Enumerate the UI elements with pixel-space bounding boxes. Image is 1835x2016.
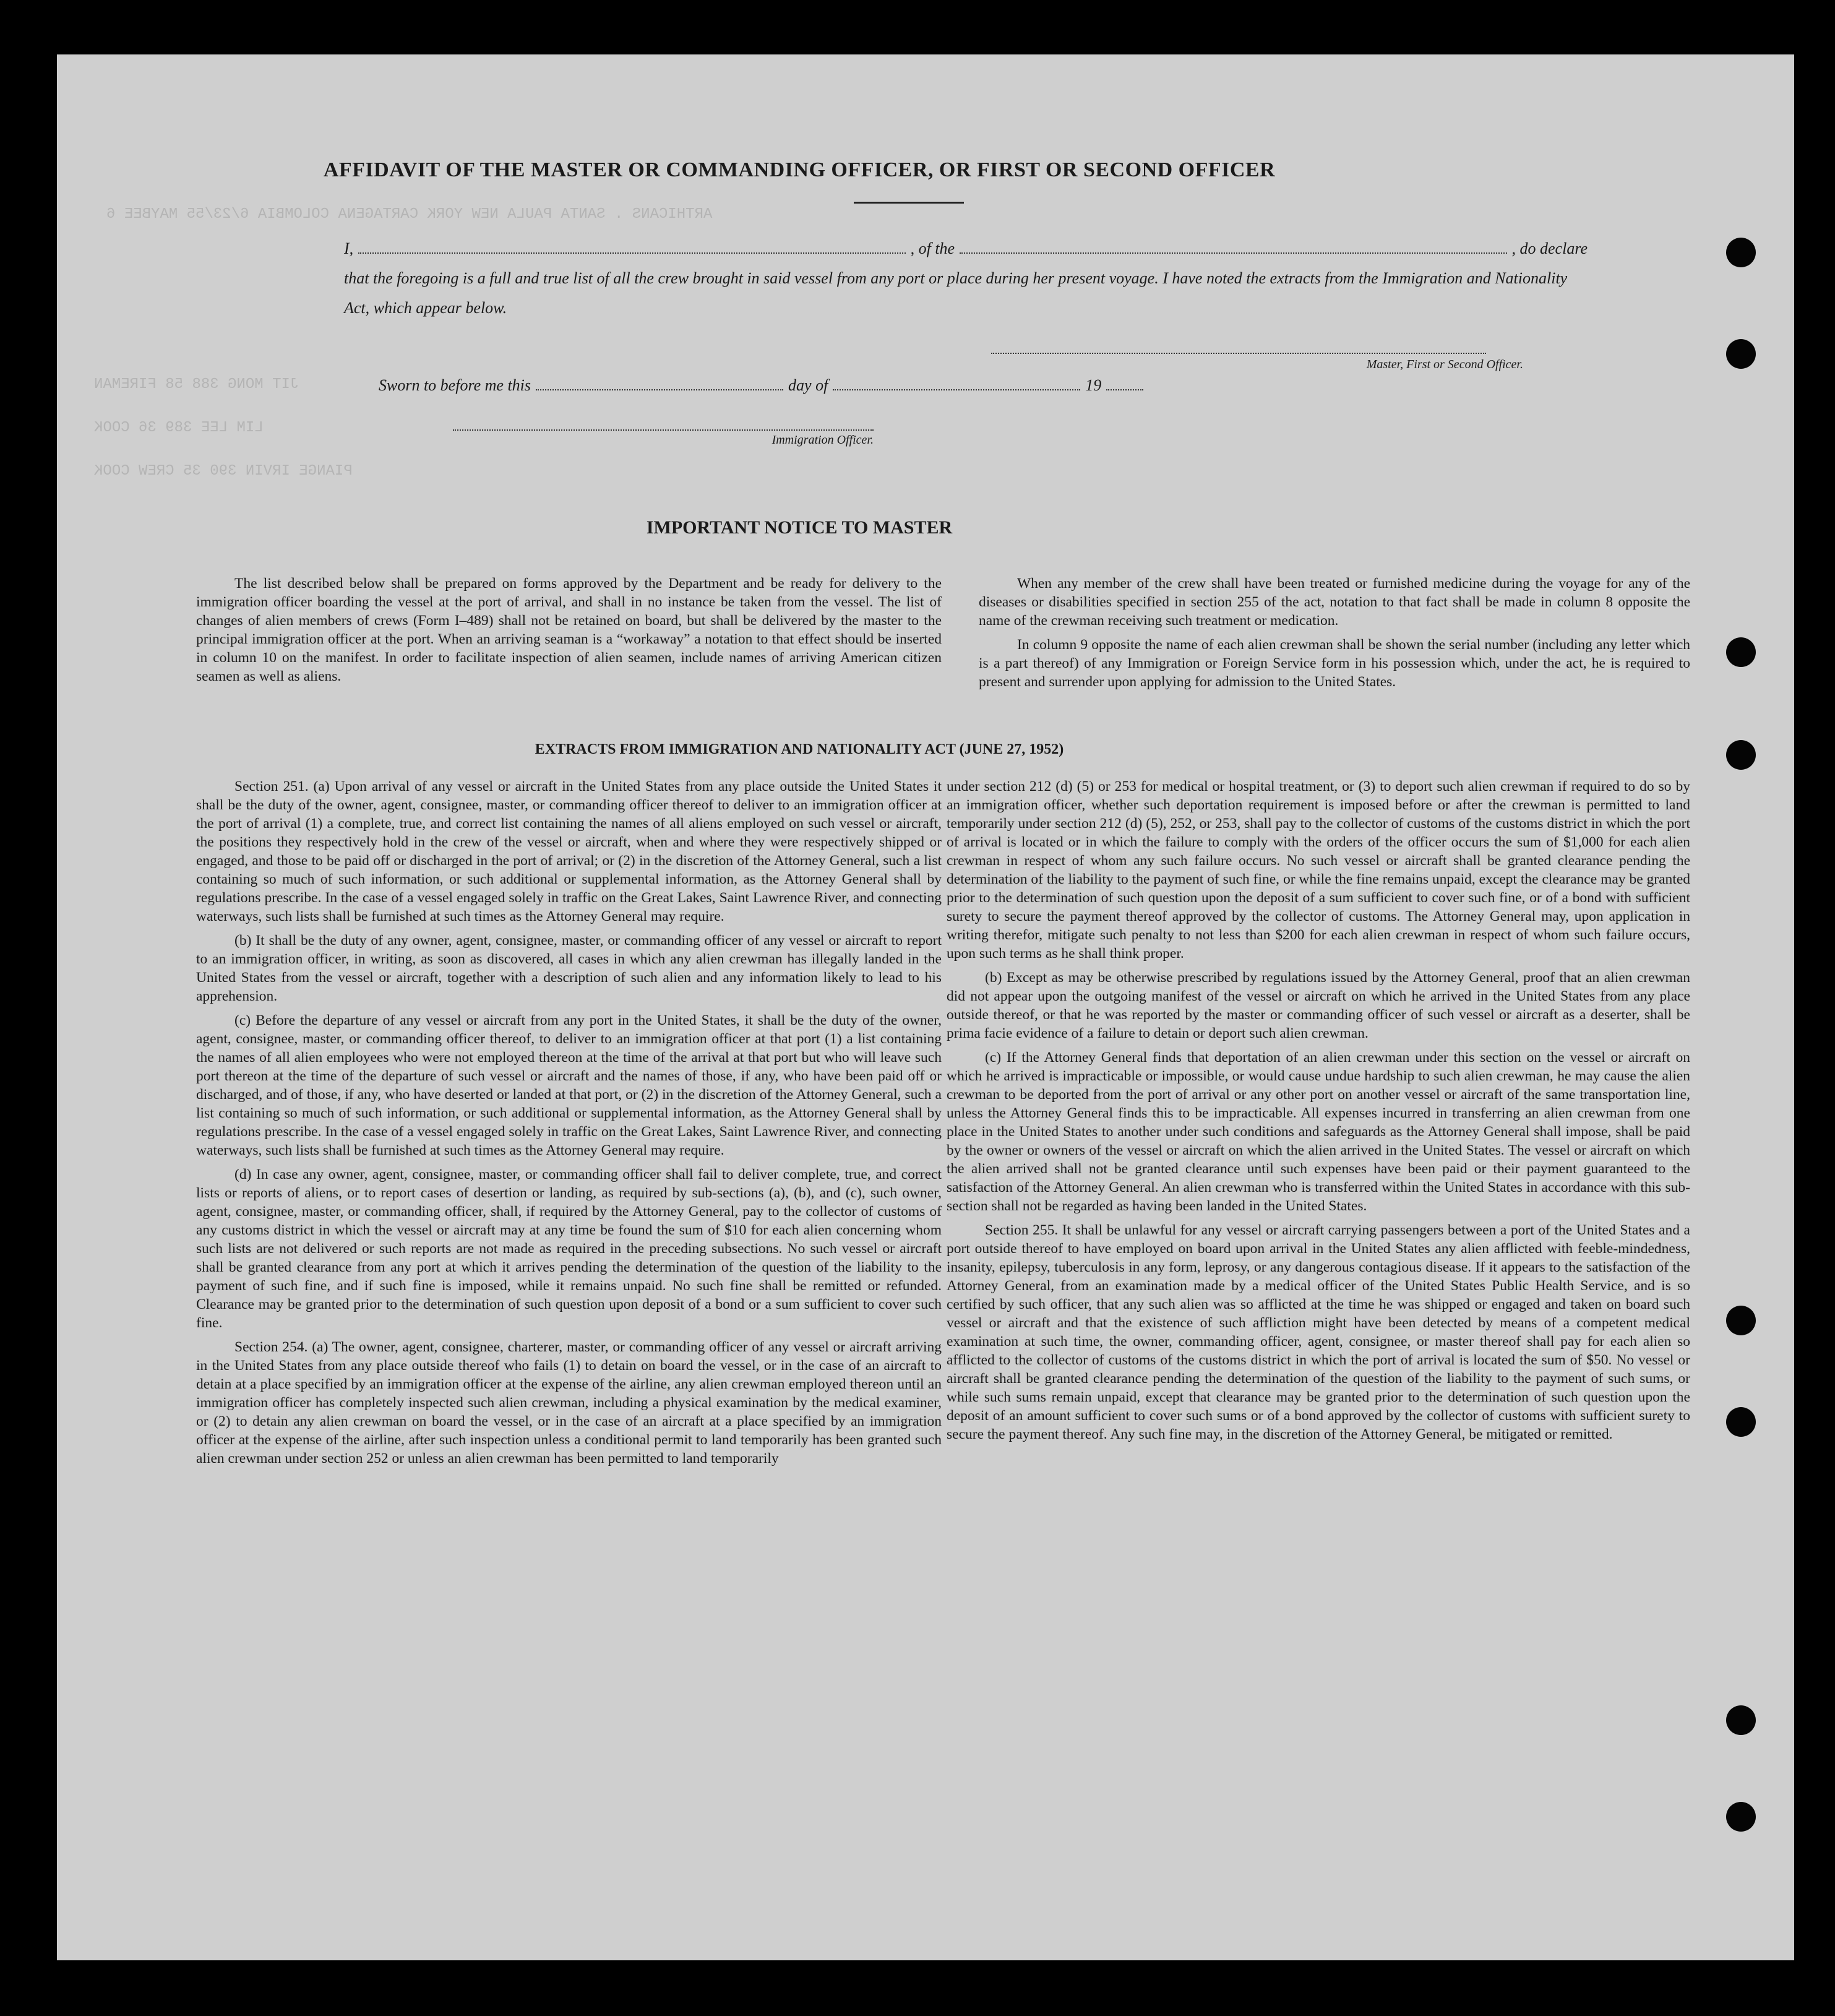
section-paragraph: Section 254. (a) The owner, agent, consignee, charterer, master, or commanding officer of any vessel or aircraft arriving in the United States from any place outside thereof who fails (1) to detain on board the vessel, or in the case of an aircraft to detain at a place specified by an immigration officer at the expense of the airline, any alien crewman employed thereon until an immigration officer has completely inspected such alien crewman, including a physical examination by the medical examiner, or (2) to detain any alien crewman on board the vessel, or in the case of an aircraft at a place specified by an immigration officer at the expense of the airline, after such inspection unless a conditional permit to land temporarily has been granted such alien crewman under section 252 or unless an alien crewman has been permitted to land temporarily: [196, 1339, 942, 1467]
title-rule: [854, 202, 964, 204]
sworn-label: Sworn to before me this: [379, 376, 531, 394]
notice-right-column: [979, 574, 1690, 697]
vessel-field[interactable]: [960, 240, 1506, 254]
affidavit-title: AFFIDAVIT OF THE MASTER OR COMMANDING OFFICER, OR FIRST OR SECOND OFFICER: [323, 158, 1276, 181]
i-label: I,: [344, 239, 354, 257]
punch-hole: [1726, 1407, 1756, 1437]
section-paragraph: Section 251. (a) Upon arrival of any vessel or aircraft in the United States from any place outside the United States it shall be the duty of the owner, agent, consignee, master, or commanding officer thereof to deliver to an immigration officer at the port of arrival (1) a complete, true, and correct list containing the names of all aliens employed on such vessel or aircraft, the positions they respectively hold in the crew of the vessel or aircraft, when and where they were respectively shipped or engaged, and those to be paid off or discharged in the port of arrival; or (2) in the discretion of the Attorney General, such a list containing so much of such information, or such additional or supplemental information, as the Attorney General shall by regulations prescribe. In the case of a vessel engaged solely in traffic on the Great Lakes, Saint Lawrence River, and connecting waterways, such lists shall be furnished at such times as the Attorney General may require.: [196, 778, 942, 924]
punch-hole: [1726, 238, 1756, 267]
name-field[interactable]: [358, 240, 905, 254]
section-paragraph: (c) Before the departure of any vessel or aircraft from any port in the United States, it shall be the duty of the owner, agent, consignee, master, or commanding officer thereof, to deliver to an immigration officer at that port (1) a list containing the names of all alien employees who were not employed thereon at the time of the arrival at that port but who will leave such port thereon at the time of the departure of such vessel or aircraft and the names of those, if any, who have been paid off or discharged, and of those, if any, who have deserted or landed at that port, or (2) in the discretion of the Attorney General, such a list containing so much of such information, or such additional or supplemental information, as the Attorney General shall by regulations prescribe. In the case of a vessel engaged solely in traffic on the Great Lakes, Saint Lawrence River, and connecting waterways, such lists shall be furnished at such times as the Attorney General may require.: [196, 1012, 942, 1158]
year-field[interactable]: [1106, 377, 1143, 390]
do-declare-label: , do declare: [1511, 239, 1588, 257]
day-of-label: day of: [788, 376, 828, 394]
of-the-label: , of the: [910, 239, 955, 257]
section-paragraph: (b) Except as may be otherwise prescribed by regulations issued by the Attorney General, proof that an alien crewman did not appear upon the outgoing manifest of the vessel or aircraft on which he arrived in the United States from any place outside thereof, or that he was reported by the master or commanding officer of such vessel or aircraft as a deserter, shall be prima facie evidence of a failure to detain or deport such alien crewman.: [947, 970, 1690, 1041]
notice-right-paragraph: In column 9 opposite the name of each alien crewman shall be shown the serial number (including any letter which is a part thereof) of any Immigration or Foreign Service form in his possession which, under the act, he is required to present and surrender upon applying for admission to the United States.: [979, 637, 1690, 690]
bleed-through-text: PIANGE IRVIN 390 35 CREW COOK: [94, 463, 353, 480]
section-paragraph: under section 212 (d) (5) or 253 for medical or hospital treatment, or (3) to deport such alien crewman if required to do so by an immigration officer, whether such deportation requirement is imposed before or after the crewman is permitted to land temporarily under section 212 (d) (5), 252, or 253, shall pay to the collector of customs of the customs district in which the port of arrival is located or in which the failure to comply with the orders of the officer occurs the sum of $1,000 for each alien crewman in respect of whom any such failure occurs. No such vessel or aircraft shall be granted clearance pending the determination of the liability to the payment of such fine, or while the fine remains unpaid, except the clearance may be granted prior to the determination of such question upon the deposit of a sum sufficient to cover such fine, or of a bond with sufficient surety to secure the payment thereof approved by the collector of customs. The Attorney General may, upon application in writing therefor, mitigate such penalty to not less than $200 for each alien crewman in respect of whom such failure occurs, upon such terms as he shall think proper.: [947, 778, 1690, 962]
section-paragraph: (d) In case any owner, agent, consignee, master, or commanding officer shall fail to deliver complete, true, and correct lists or reports of aliens, or to report cases of desertion or landing, as required by sub-sections (a), (b), and (c), such owner, agent, consignee, master, or commanding officer, shall, if required by the Attorney General, pay to the collector of customs of any customs district in which the vessel or aircraft may at any time be found the sum of $10 for each alien concerning whom such lists are not delivered or such reports are not made as required in the preceding subsections. No such vessel or aircraft shall be granted clearance from any port at which it arrives pending the determination of the question of the liability to the payment of such fine, and if such fine is imposed, while it remains unpaid. No such fine shall be remitted or refunded. Clearance may be granted prior to the determination of such question upon deposit of a bond or a sum sufficient to cover such fine.: [196, 1166, 942, 1331]
punch-hole: [1726, 1306, 1756, 1335]
day-field[interactable]: [536, 377, 783, 390]
declaration-block: [344, 234, 1588, 323]
section-paragraph: (b) It shall be the duty of any owner, agent, consignee, master, or commanding officer of any vessel or aircraft to report to an immigration officer, in writing, as soon as discovered, all cases in which any alien crewman has illegally landed in the United States from the vessel or aircraft, together with a description of such alien and any information likely to lead to his apprehension.: [196, 933, 942, 1004]
punch-hole: [1726, 1705, 1756, 1735]
month-field[interactable]: [833, 377, 1080, 390]
notice-left-paragraph: The list described below shall be prepared on forms approved by the Department and be ready for delivery to the immigration officer boarding the vessel at the port of arrival, and shall in no instance be taken from the vessel. The list of changes of alien members of crews (Form I–489) shall not be retained on board, but shall be delivered by the master to the principal immigration officer at the port. When an arriving seaman is a “workaway” a notation to that effect should be inserted in column 10 on the manifest. In order to facilitate inspection of alien seamen, include names of arriving American citizen seamen as well as aliens.: [196, 575, 942, 684]
punch-hole: [1726, 339, 1756, 369]
extracts-right-column: [947, 777, 1690, 1449]
punch-hole: [1726, 1802, 1756, 1832]
extracts-left-column: [196, 777, 942, 1473]
signature-line[interactable]: [991, 353, 1486, 354]
bleed-through-text: LIM LEE 389 36 COOK: [94, 420, 264, 436]
bleed-through-text: JIT MONG 388 58 FIREMAN: [94, 376, 299, 393]
punch-hole: [1726, 637, 1756, 667]
immigration-officer-line[interactable]: [453, 429, 874, 431]
document-page: [57, 54, 1794, 1960]
declaration-first-line: [344, 234, 1588, 264]
extracts-title: EXTRACTS FROM IMMIGRATION AND NATIONALITY ACT (JUNE 27, 1952): [535, 741, 1064, 757]
signature-label: Master, First or Second Officer.: [1366, 358, 1523, 371]
notice-right-paragraph: When any member of the crew shall have been treated or furnished medicine during the voyage for any of the diseases or disabilities specified in section 255 of the act, notation to that fact shall be made in column 8 opposite the name of the crewman receiving such treatment or medication.: [979, 575, 1690, 629]
punch-hole: [1726, 740, 1756, 770]
declaration-text: that the foregoing is a full and true list of all the crew brought in said vessel from any port or place during her present voyage. I have noted the extracts from the Immigration and Nationality Act, which appear below.: [344, 269, 1568, 317]
sworn-line: [379, 376, 1257, 395]
notice-left-column: [196, 574, 942, 691]
section-paragraph: Section 255. It shall be unlawful for any vessel or aircraft carrying passengers between a port of the United States and a port outside thereof to have employed on board upon arrival in the United States any alien afflicted with feeble-mindedness, insanity, epilepsy, tuberculosis in any form, leprosy, or any dangerous contagious disease. If it appears to the satisfaction of the Attorney General, from an examination made by a medical officer of the United States Public Health Service, and is so certified by such officer, that any such alien was so afflicted at the time he was shipped or engaged and taken on board such vessel or aircraft and that the existence of such affliction might have been detected by means of a competent medical examination at such time, the owner, commanding officer, agent, consignee, or master thereof shall pay for each alien so afflicted to the collector of customs of the customs district in which the port of arrival is located the sum of $50. No vessel or aircraft shall be granted clearance pending the determination of the question of the liability to the payment of such sums, or while such sums remain unpaid, except that clearance may be granted prior to the determination of such question upon the deposit of an amount sufficient to cover such sums or of a bond approved by the collector of customs with sufficient surety to secure the payment thereof. Any such fine may, in the discretion of the Attorney General, be mitigated or remitted.: [947, 1222, 1690, 1442]
immigration-officer-label: Immigration Officer.: [771, 433, 874, 447]
section-paragraph: (c) If the Attorney General finds that deportation of an alien crewman under this section on the vessel or aircraft on which he arrived is impracticable or impossible, or would cause undue hardship to such alien crewman, he may cause the alien crewman to be deported from the port of arrival or any other port on another vessel or aircraft of the same transportation line, unless the Attorney General finds this to be impracticable. All expenses incurred in transferring an alien crewman from one place in the United States to another under such conditions and safeguards as the Attorney General shall impose, shall be paid by the owner or owners of the vessel or aircraft on which the alien arrived in the United States. The vessel or aircraft on which the alien arrived shall not be granted clearance until such expenses have been paid or their payment guaranteed to the satisfaction of the Attorney General. An alien crewman who is transferred within the United States in accordance with this sub-section shall not be regarded as having been landed in the United States.: [947, 1049, 1690, 1214]
bleed-through-text: ARTHICANS . SANTA PAULA NEW YORK CARTAGENA COLOMBIA 6/23/55 MAYBEE 6: [106, 206, 713, 223]
notice-title: IMPORTANT NOTICE TO MASTER: [646, 517, 953, 538]
year-prefix: 19: [1085, 376, 1102, 394]
